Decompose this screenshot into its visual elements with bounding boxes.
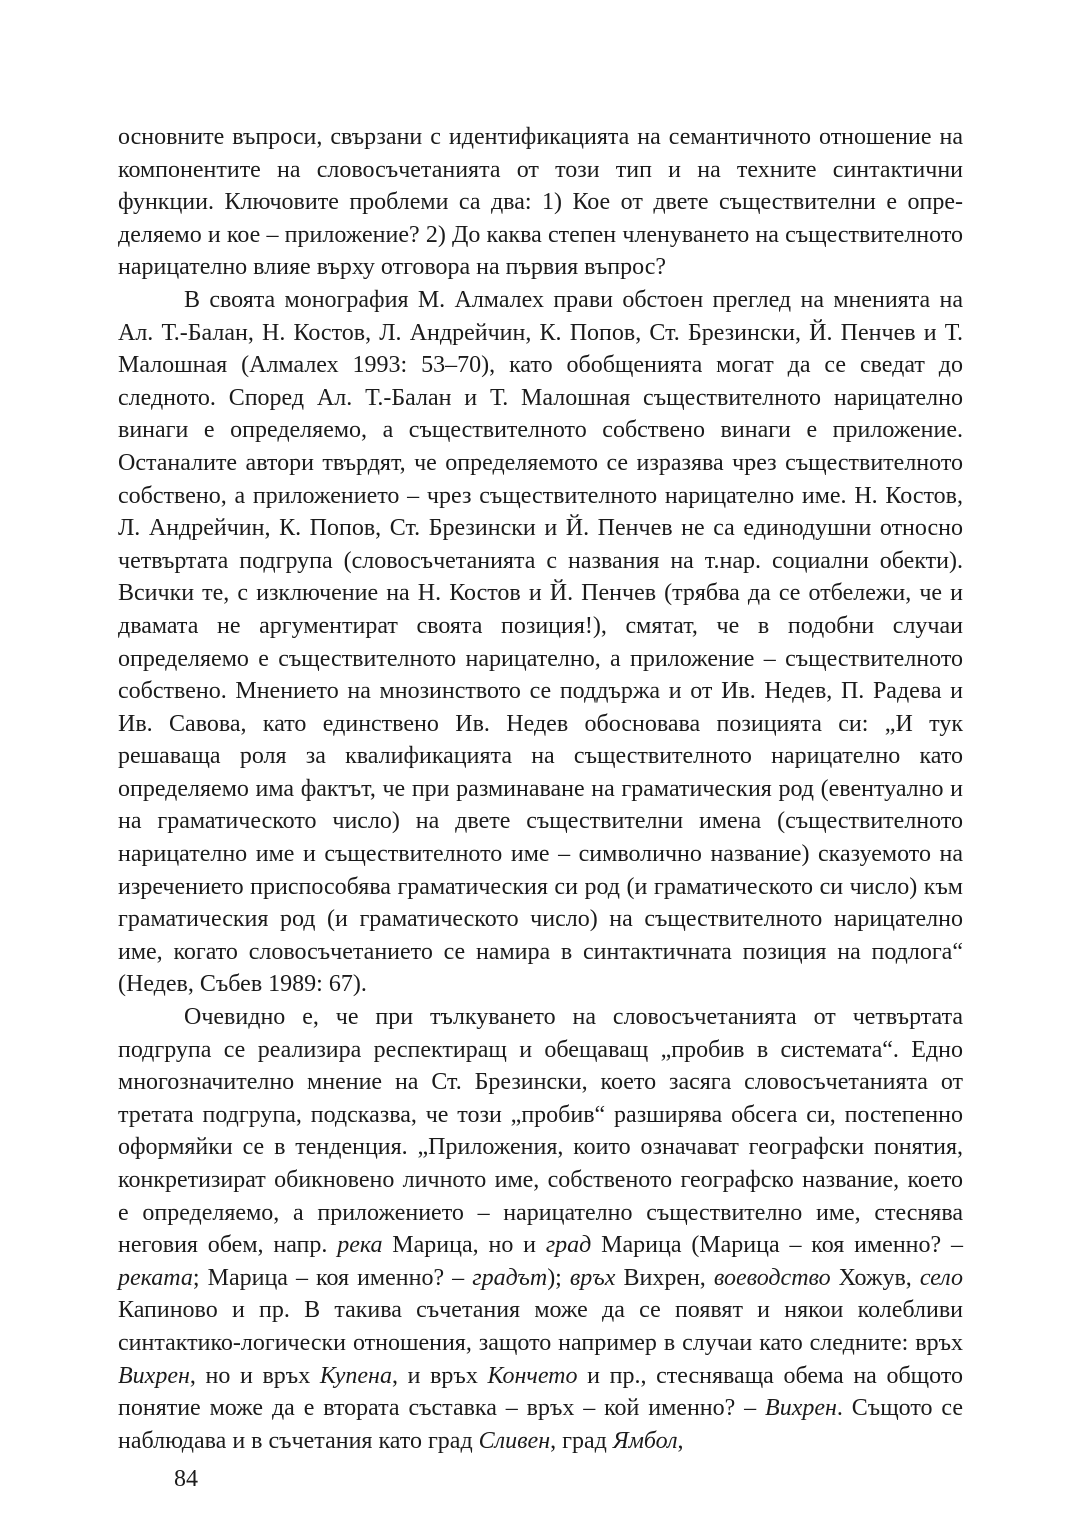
- paragraph: [118, 121, 963, 284]
- text-run: , град: [550, 1427, 613, 1454]
- paragraph: [118, 1001, 963, 1457]
- italic-term: градът: [472, 1264, 548, 1291]
- text-run: Очевидно е, че при тълкуването на словосъчетанията от четвъртата подгрупа се реализира респектиращ и обещаващ „пробив в системата“. Едно многозначително мнение на Ст. Брезински, което засяга словосъчетанията от третата подгрупа, подсказва, че този „пробив“ разширява обсега си, постепенно оформяйки се в тенденция. „Приложения, които означават географски понятия, конкретизират обикновено личното име, собственото географско название, което е определяемо, а приложението – нарицателно съществително име, стеснява неговия обем, напр.: [118, 1004, 963, 1259]
- italic-term: Вихрен: [765, 1395, 837, 1422]
- paragraph: [118, 284, 963, 1001]
- italic-term: връх: [569, 1264, 616, 1291]
- italic-term: град: [545, 1232, 592, 1259]
- text-run: );: [547, 1264, 570, 1291]
- text-run: ; Марица – коя именно? –: [192, 1264, 473, 1291]
- text-run: Вихрен,: [615, 1264, 714, 1291]
- italic-term: реката: [118, 1264, 193, 1291]
- italic-term: село: [919, 1264, 963, 1291]
- text-run: , но и връх: [189, 1362, 320, 1389]
- text-run: . Същото се наблюдава и в съчетания като град: [118, 1395, 963, 1454]
- text-run: основните въпроси, свързани с идентификацията на семантичното отношение на компонентите на словосъчетанията от този тип и на техните синтактични функции. Ключовите проблеми са два: 1) Кое от двете съществителни е определяемо и кое – приложение? 2) До каква степен членуването на съществителното нарицателно влияе върху отговора на първия въпрос?: [118, 124, 963, 281]
- italic-term: Сливен: [478, 1427, 551, 1454]
- italic-term: Ямбол: [612, 1427, 678, 1454]
- italic-term: воеводство: [713, 1264, 831, 1291]
- text-run: ,: [677, 1427, 684, 1454]
- italic-term: Вихрен: [118, 1362, 190, 1389]
- text-run: В своята монография М. Алмалех прави обстоен преглед на мненията на Ал. Т.-Балан, Н. Костов, Л. Андрейчин, К. Попов, Ст. Брезински, Й. Пенчев и Т. Малошная (Алмалех 1993: 53–70), като обобщенията могат да се сведат до следното. Според Ал. Т.-Балан и Т. Малошная съществителното нарицателно винаги е определяемо, а съществителното собствено винаги е приложение. Останалите автори твърдят, че определяемото се изразява чрез съществителното собствено, а приложението – чрез съществителното нарицателно име. Н. Костов, Л. Андрейчин, К. Попов, Ст. Брезински и Й. Пенчев не са единодушни относно четвъртата подгрупа (словосъчетанията с названия на т.нар. социални обекти). Всички те, с изключение на Н. Костов и Й. Пенчев (трябва да се отбележи, че и двамата не аргументират своята позиция!), смятат, че в подобни случаи определяемо е съществителното нарицателно, а приложение – съществителното собствено. Мнението на мнозинството се поддържа и от Ив. Недев, П. Радева и Ив. Савова, като единствено Ив. Недев обосновава позицията си: „И тук решаваща роля за квалификацията на съществителното нарицателно като определяемо има фактът, че при разминаване на граматическия род (евентуално и на граматическото число) на двете съществителни имена (съществителното нарицателно име и съществителното име – символично название) сказуемото на изречението приспособява граматическия си род (и граматическото си число) към граматическия род (и граматическото число) на съществителното нарицателно име, когато словосъчетанието се намира в синтактичната позиция на подлога“ (Недев, Събев 1989: 67).: [118, 286, 963, 998]
- italic-term: Кончето: [487, 1362, 578, 1389]
- italic-term: река: [337, 1232, 383, 1259]
- body-text: [118, 121, 963, 1457]
- text-run: , и връх: [391, 1362, 488, 1389]
- text-run: Капиново и пр. В такива съчетания може да се появят и някои колебливи синтактико-логически отношения, защото например в случаи като следните: връх: [118, 1297, 963, 1356]
- text-run: и пр., стесняваща обема на общото понятие може да е втората съставка – връх – кой именно? –: [118, 1362, 963, 1422]
- text-run: Хожув,: [830, 1264, 920, 1291]
- text-run: Марица (Марица – коя именно? –: [591, 1232, 963, 1259]
- italic-term: Купена: [319, 1362, 392, 1389]
- text-run: Марица, но и: [382, 1232, 546, 1259]
- page-number: 84: [174, 1466, 198, 1492]
